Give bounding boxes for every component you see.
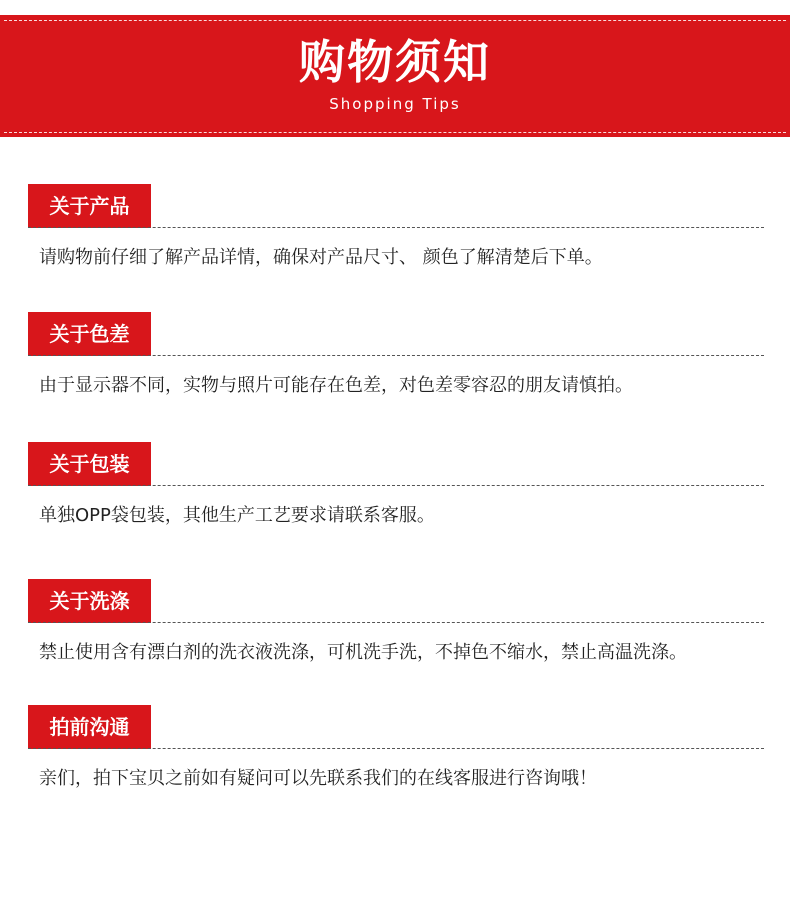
section-divider [28, 748, 764, 749]
section-text: 由于显示器不同，实物与照片可能存在色差，对色差零容忍的朋友请慎拍。 [39, 375, 633, 396]
section-label: 关于包装 [28, 442, 151, 486]
section-text: 禁止使用含有漂白剂的洗衣液洗涤，可机洗手洗，不掉色不缩水，禁止高温洗涤。 [39, 642, 687, 663]
section-label: 关于色差 [28, 312, 151, 356]
section-label: 拍前沟通 [28, 705, 151, 749]
section-divider [28, 622, 764, 623]
section-divider [28, 355, 764, 356]
banner-top-dashed-border [4, 20, 786, 21]
section-text: 亲们，拍下宝贝之前如有疑问可以先联系我们的在线客服进行咨询哦！ [39, 768, 597, 789]
section-divider [28, 227, 764, 228]
page-title: 购物须知 [299, 35, 491, 89]
section-label: 关于洗涤 [28, 579, 151, 623]
section-text: 单独OPP袋包装，其他生产工艺要求请联系客服。 [39, 505, 435, 526]
section-label: 关于产品 [28, 184, 151, 228]
section-divider [28, 485, 764, 486]
banner-bottom-dashed-border [4, 132, 786, 133]
section-text: 请购物前仔细了解产品详情，确保对产品尺寸、 颜色了解清楚后下单。 [39, 247, 603, 268]
page-subtitle: Shopping Tips [329, 95, 461, 113]
header-banner [0, 15, 790, 137]
